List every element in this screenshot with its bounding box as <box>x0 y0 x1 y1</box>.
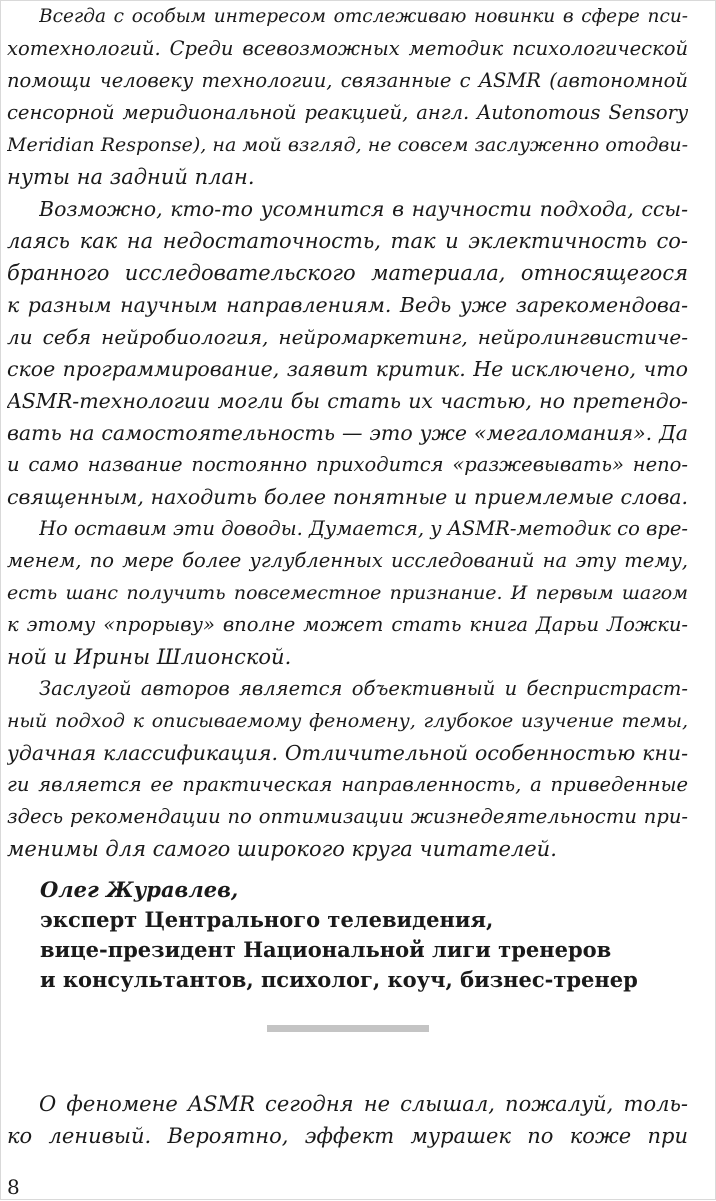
signature-title-line-3: и консультантов, психолог, коуч, бизнес-тренер <box>40 967 638 992</box>
signature-name: Олег Журавлев, <box>40 877 239 902</box>
next-section-line-1: О феномене ASMR сегодня не слышал, пожалуй, толь- <box>39 1092 688 1116</box>
paragraph-1-line-4: сенсорной меридиональной реакцией, англ. Autonomous Sensory <box>7 101 688 124</box>
paragraph-4-line-5: здесь рекомендации по оптимизации жизнедеятельности при- <box>7 805 688 828</box>
paragraph-2-line-3: бранного исследовательского материала, относящегося <box>7 261 688 285</box>
paragraph-3-line-3: есть шанс получить повсеместное признание. И первым шагом <box>7 582 688 604</box>
paragraph-2-line-1: Возможно, кто-то усомнится в научности подхода, ссы- <box>39 197 688 221</box>
paragraph-1-line-3: помощи человеку технологии, связанные с ASMR (автономной <box>7 69 688 92</box>
paragraph-4-line-6: менимы для самого широкого круга читателей. <box>7 837 557 861</box>
paragraph-2-line-4: к разным научным направлениям. Ведь уже зарекомендова- <box>7 293 688 317</box>
paragraph-3-line-2: менем, по мере более углубленных исследований на эту тему, <box>7 549 688 572</box>
paragraph-2-line-7: ASMR-технологии могли бы стать их частью, но претендо- <box>7 389 688 413</box>
signature-title-line-1: эксперт Центрального телевидения, <box>40 907 494 932</box>
paragraph-1-line-1: Всегда с особым интересом отслеживаю новинки в сфере пси- <box>39 6 688 27</box>
section-divider <box>267 1025 429 1032</box>
paragraph-4-line-1: Заслугой авторов является объективный и беспристраст- <box>39 677 688 700</box>
paragraph-3-line-1: Но оставим эти доводы. Думается, у ASMR-методик со вре- <box>39 517 688 540</box>
paragraph-1-line-6: нуты на задний план. <box>7 165 255 189</box>
next-section-line-2: ко ленивый. Вероятно, эффект мурашек по коже при <box>7 1124 688 1148</box>
page-number: 8 <box>7 1175 20 1199</box>
paragraph-3-line-5: ной и Ирины Шлионской. <box>7 645 292 669</box>
paragraph-1-line-5: Meridian Response), на мой взгляд, не совсем заслуженно отодви- <box>7 134 688 156</box>
paragraph-2-line-2: лаясь как на недостаточность, так и эклектичность со- <box>7 229 688 253</box>
paragraph-4-line-3: удачная классификация. Отличительной особенностью кни- <box>7 741 688 765</box>
paragraph-4-line-2: ный подход к описываемому феномену, глубокое изучение темы, <box>7 710 688 732</box>
signature-title-line-2: вице-президент Национальной лиги тренеров <box>40 937 612 962</box>
paragraph-2-line-8: вать на самостоятельность — это уже «мегаломания». Да <box>7 421 688 445</box>
paragraph-2-line-6: ское программирование, заявит критик. Не исключено, что <box>7 357 688 381</box>
paragraph-2-line-9: и само название постоянно приходится «разжевывать» непо- <box>7 453 688 476</box>
paragraph-1-line-2: хотехнологий. Среди всевозможных методик психологической <box>7 37 688 60</box>
paragraph-2-line-10: священным, находить более понятные и приемлемые слова. <box>7 485 688 509</box>
paragraph-4-line-4: ги является ее практическая направленность, а приведенные <box>7 773 688 796</box>
paragraph-3-line-4: к этому «прорыву» вполне может стать книга Дарьи Ложки- <box>7 613 688 636</box>
paragraph-2-line-5: ли себя нейробиология, нейромаркетинг, нейролингвистиче- <box>7 325 688 349</box>
